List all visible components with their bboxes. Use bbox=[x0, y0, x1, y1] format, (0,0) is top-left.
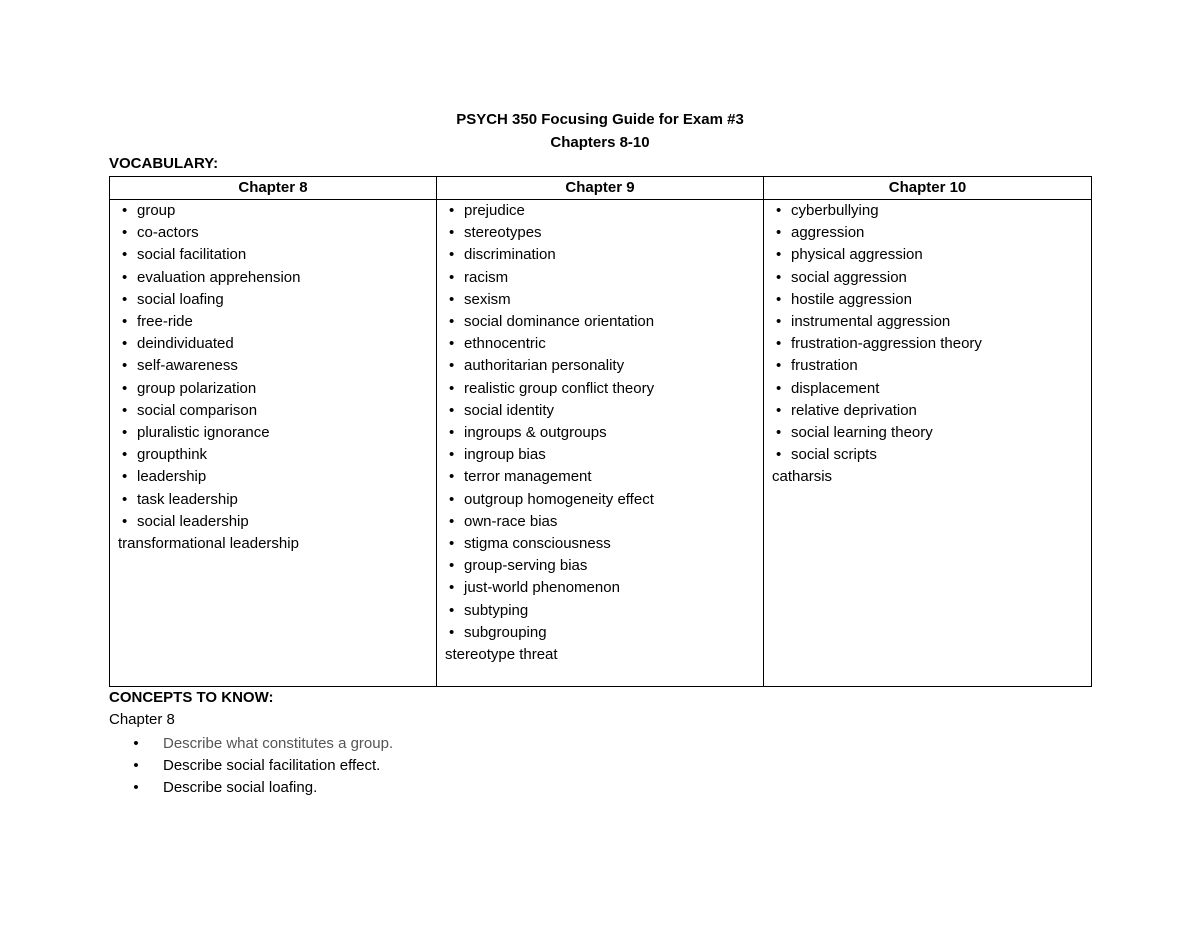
chapter-10-header: Chapter 10 bbox=[764, 177, 1092, 200]
vocab-term: • social identity bbox=[445, 400, 763, 422]
concept-item: • Describe what constitutes a group. bbox=[109, 733, 393, 755]
bullet-icon: • bbox=[122, 268, 128, 286]
vocab-term: • evaluation apprehension bbox=[118, 267, 436, 289]
bullet-icon: • bbox=[122, 357, 128, 375]
vocab-term: • subgrouping bbox=[445, 622, 763, 644]
vocab-term: • racism bbox=[445, 267, 763, 289]
bullet-icon: • bbox=[776, 424, 782, 442]
bullet-icon: • bbox=[122, 290, 128, 308]
bullet-icon: • bbox=[133, 779, 139, 797]
bullet-icon: • bbox=[449, 224, 455, 242]
vocab-term: • discrimination bbox=[445, 244, 763, 266]
bullet-icon: • bbox=[449, 268, 455, 286]
bullet-icon: • bbox=[122, 490, 128, 508]
vocab-term: • subtyping bbox=[445, 600, 763, 622]
bullet-icon: • bbox=[449, 424, 455, 442]
bullet-icon: • bbox=[449, 246, 455, 264]
vocab-term: • displacement bbox=[772, 378, 1091, 400]
bullet-icon: • bbox=[122, 401, 128, 419]
document-subtitle: Chapters 8-10 bbox=[550, 134, 650, 151]
bullet-icon: • bbox=[449, 557, 455, 575]
vocab-term: • ingroups & outgroups bbox=[445, 422, 763, 444]
vocab-term: • hostile aggression bbox=[772, 289, 1091, 311]
bullet-icon: • bbox=[449, 335, 455, 353]
bullet-icon: • bbox=[133, 757, 139, 775]
vocab-term: • ethnocentric bbox=[445, 333, 763, 355]
vocab-term: • prejudice bbox=[445, 200, 763, 222]
vocab-term: • sexism bbox=[445, 289, 763, 311]
bullet-icon: • bbox=[776, 446, 782, 464]
bullet-icon: • bbox=[776, 290, 782, 308]
vocab-term: transformational leadership bbox=[118, 535, 299, 553]
bullet-icon: • bbox=[776, 246, 782, 264]
bullet-icon: • bbox=[133, 735, 139, 752]
bullet-icon: • bbox=[449, 535, 455, 553]
vocab-term: • outgroup homogeneity effect bbox=[445, 489, 763, 511]
bullet-icon: • bbox=[776, 224, 782, 242]
bullet-icon: • bbox=[449, 446, 455, 464]
bullet-icon: • bbox=[776, 357, 782, 375]
vocab-term: • frustration bbox=[772, 355, 1091, 377]
bullet-icon: • bbox=[122, 313, 128, 331]
concept-item: • Describe social loafing. bbox=[109, 777, 393, 799]
bullet-icon: • bbox=[449, 468, 455, 486]
vocab-term: • ingroup bias bbox=[445, 444, 763, 466]
vocab-term: • instrumental aggression bbox=[772, 311, 1091, 333]
vocab-term: • physical aggression bbox=[772, 244, 1091, 266]
bullet-icon: • bbox=[122, 446, 128, 464]
bullet-icon: • bbox=[776, 379, 782, 397]
vocab-term: • group polarization bbox=[118, 378, 436, 400]
vocab-term: stereotype threat bbox=[445, 646, 558, 664]
vocab-term: • realistic group conflict theory bbox=[445, 378, 763, 400]
chapter-9-terms bbox=[437, 200, 764, 687]
chapter-9-header: Chapter 9 bbox=[437, 177, 764, 200]
chapter-8-header: Chapter 8 bbox=[110, 177, 437, 200]
bullet-icon: • bbox=[449, 202, 455, 219]
bullet-icon: • bbox=[776, 313, 782, 331]
vocab-term: • social scripts bbox=[772, 444, 1091, 466]
vocab-term: • task leadership bbox=[118, 489, 436, 511]
vocab-term: • social learning theory bbox=[772, 422, 1091, 444]
vocab-term: • free-ride bbox=[118, 311, 436, 333]
vocab-term: • aggression bbox=[772, 222, 1091, 244]
chapter-8-terms bbox=[110, 200, 437, 687]
bullet-icon: • bbox=[449, 490, 455, 508]
bullet-icon: • bbox=[449, 579, 455, 597]
bullet-icon: • bbox=[122, 202, 128, 219]
vocabulary-heading: VOCABULARY: bbox=[109, 155, 219, 172]
vocab-term: • social loafing bbox=[118, 289, 436, 311]
concepts-list bbox=[109, 733, 393, 800]
bullet-icon: • bbox=[122, 468, 128, 486]
vocab-term: • just-world phenomenon bbox=[445, 577, 763, 599]
vocab-term: • social dominance orientation bbox=[445, 311, 763, 333]
bullet-icon: • bbox=[122, 379, 128, 397]
bullet-icon: • bbox=[776, 401, 782, 419]
vocab-term: catharsis bbox=[772, 468, 833, 486]
vocab-term: • own-race bias bbox=[445, 511, 763, 533]
vocab-term: • leadership bbox=[118, 466, 436, 488]
vocab-term: • authoritarian personality bbox=[445, 355, 763, 377]
bullet-icon: • bbox=[776, 268, 782, 286]
bullet-icon: • bbox=[122, 224, 128, 242]
vocab-term: • pluralistic ignorance bbox=[118, 422, 436, 444]
bullet-icon: • bbox=[122, 335, 128, 353]
vocab-term: • groupthink bbox=[118, 444, 436, 466]
vocab-term: • social aggression bbox=[772, 267, 1091, 289]
bullet-icon: • bbox=[449, 379, 455, 397]
vocab-term: • co-actors bbox=[118, 222, 436, 244]
bullet-icon: • bbox=[449, 512, 455, 530]
bullet-icon: • bbox=[449, 601, 455, 619]
concept-item: • Describe social facilitation effect. bbox=[109, 755, 393, 777]
vocab-term: • group-serving bias bbox=[445, 555, 763, 577]
bullet-icon: • bbox=[122, 424, 128, 442]
document-title: PSYCH 350 Focusing Guide for Exam #3 bbox=[456, 111, 744, 128]
vocab-term: • stigma consciousness bbox=[445, 533, 763, 555]
vocab-term: • social facilitation bbox=[118, 244, 436, 266]
concepts-chapter-label: Chapter 8 bbox=[109, 711, 175, 728]
bullet-icon: • bbox=[449, 357, 455, 375]
concepts-heading: CONCEPTS TO KNOW: bbox=[109, 689, 274, 706]
bullet-icon: • bbox=[449, 623, 455, 641]
bullet-icon: • bbox=[776, 335, 782, 353]
vocab-term: • stereotypes bbox=[445, 222, 763, 244]
vocab-term: • social leadership bbox=[118, 511, 436, 533]
vocab-term: • frustration-aggression theory bbox=[772, 333, 1091, 355]
bullet-icon: • bbox=[449, 290, 455, 308]
bullet-icon: • bbox=[449, 401, 455, 419]
vocab-term: • self-awareness bbox=[118, 355, 436, 377]
vocabulary-table bbox=[109, 176, 1092, 687]
vocab-term: • deindividuated bbox=[118, 333, 436, 355]
vocab-term: • group bbox=[118, 200, 436, 222]
bullet-icon: • bbox=[122, 512, 128, 530]
vocab-term: • relative deprivation bbox=[772, 400, 1091, 422]
vocab-term: • cyberbullying bbox=[772, 200, 1091, 222]
bullet-icon: • bbox=[122, 246, 128, 264]
chapter-10-terms bbox=[764, 200, 1092, 687]
vocab-term: • social comparison bbox=[118, 400, 436, 422]
bullet-icon: • bbox=[449, 313, 455, 331]
bullet-icon: • bbox=[776, 202, 782, 219]
vocab-term: • terror management bbox=[445, 466, 763, 488]
